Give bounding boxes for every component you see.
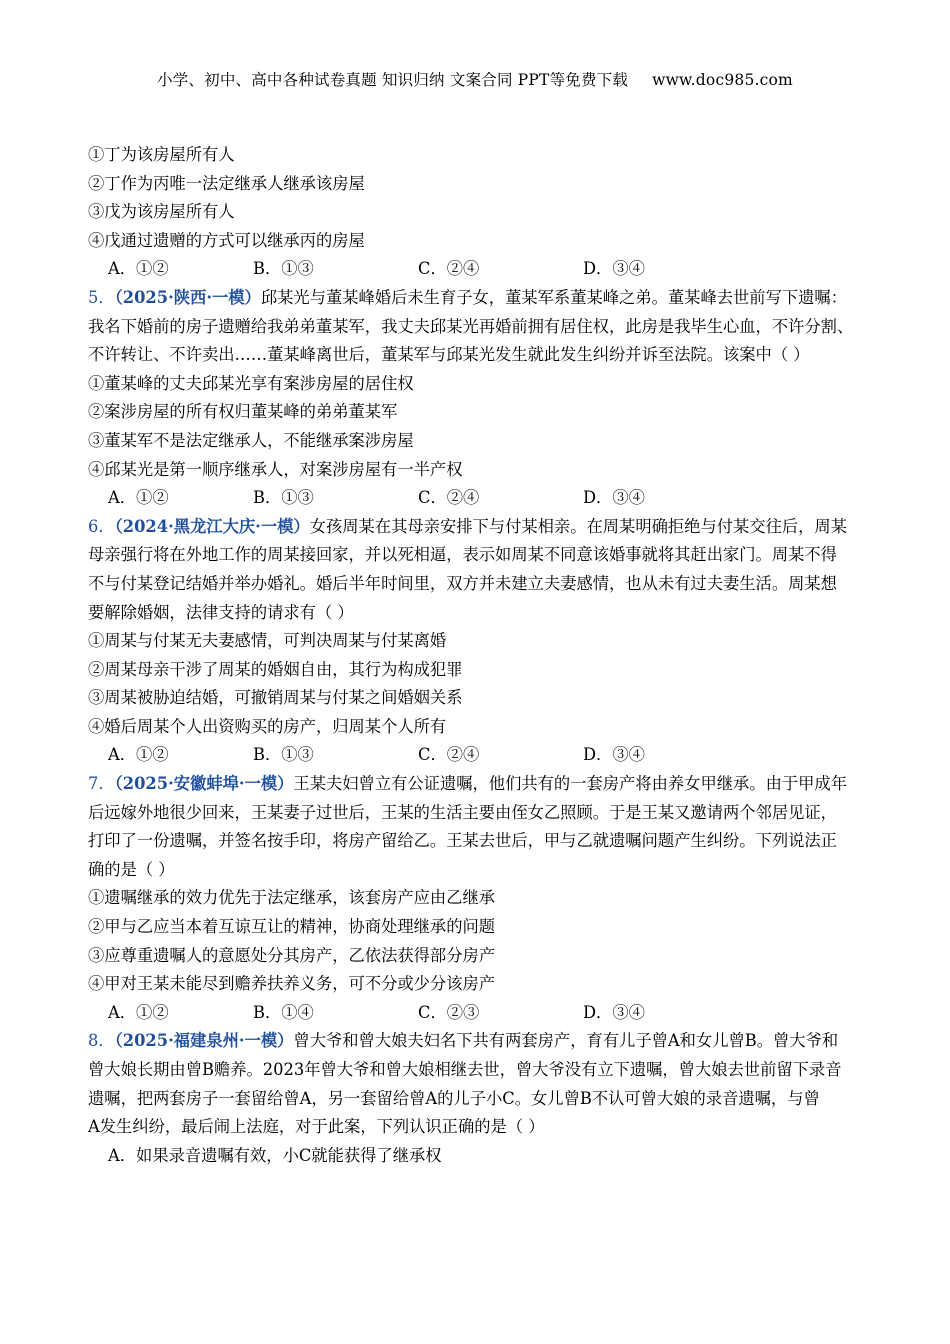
- q5-number: 5．: [88, 287, 115, 307]
- q7-number: 7．: [88, 774, 115, 794]
- q4-options: [88, 255, 868, 284]
- q7-stem-line-2: 后远嫁外地很少回来，王某妻子过世后，王某的生活主要由侄女乙照顾。于是王某又邀请两个邻居见证，: [88, 802, 837, 822]
- q6-option-d: D．③④: [583, 745, 645, 765]
- q6-number: 6．: [88, 516, 115, 536]
- q4-option-b: B．①③: [253, 259, 314, 279]
- q6-option-a: A．①②: [108, 745, 169, 765]
- q7-stem-line-3: 打印了一份遗嘱，并签名按手印，将房产留给乙。王某去世后，甲与乙就遗嘱问题产生纠纷。下列说法正: [88, 831, 837, 851]
- q5-stem-line-1: [88, 284, 868, 313]
- q7-option-a: A．①②: [108, 1002, 169, 1022]
- q6-options: [88, 741, 868, 770]
- q7-item-1: ①遗嘱继承的效力优先于法定继承，该套房产应由乙继承: [88, 888, 496, 908]
- q7-item-4: ④甲对王某未能尽到赡养扶养义务，可不分或少分该房产: [88, 974, 496, 994]
- q6-stem-line-4: 要解除婚姻，法律支持的请求有（ ）: [88, 602, 354, 622]
- q7-option-c: C．②③: [418, 1002, 480, 1022]
- q6-stem-line-1: [88, 513, 868, 542]
- q7-source: （2025·安徽蚌埠·一模）: [114, 774, 294, 794]
- q4-item-4: ④戊通过遗赠的方式可以继承丙的房屋: [88, 230, 365, 250]
- q7-stem-text-1: 王某夫妇曾立有公证遗嘱，他们共有的一套房产将由养女甲继承。由于甲成年: [293, 774, 847, 794]
- q4-item-3: ③戊为该房屋所有人: [88, 202, 235, 222]
- q5-item-3: ③董某军不是法定继承人，不能继承案涉房屋: [88, 430, 414, 450]
- q4-option-d: D．③④: [583, 259, 645, 279]
- q8-option-a: A．如果录音遗嘱有效，小C就能获得了继承权: [108, 1145, 442, 1165]
- q5-stem-line-2: 我名下婚前的房子遗赠给我弟弟董某军，我丈夫邱某光再婚前拥有居住权，此房是我毕生心血，不许分割、: [88, 316, 854, 336]
- q8-stem-line-1: [88, 1027, 868, 1056]
- q4-option-c: C．②④: [418, 259, 480, 279]
- q6-stem-line-3: 不与付某登记结婚并举办婚礼。婚后半年时间里，双方并未建立夫妻感情，也从未有过夫妻生活。周某想: [88, 573, 837, 593]
- q5-stem-line-3: 不许转让、不许卖出……董某峰离世后，董某军与邱某光发生就此发生纠纷并诉至法院。该案中（ ）: [88, 345, 810, 365]
- q7-option-b: B．①④: [253, 1002, 314, 1022]
- q5-option-d: D．③④: [583, 488, 645, 508]
- q6-stem-line-2: 母亲强行将在外地工作的周某接回家，并以死相逼，表示如周某不同意该婚事就将其赶出家门。周某不得: [88, 545, 837, 565]
- q6-item-1: ①周某与付某无夫妻感情，可判决周某与付某离婚: [88, 631, 447, 651]
- q7-item-2: ②甲与乙应当本着互谅互让的精神，协商处理继承的问题: [88, 917, 496, 937]
- q4-item-2: ②丁作为丙唯一法定继承人继承该房屋: [88, 173, 365, 193]
- q6-option-b: B．①③: [253, 745, 314, 765]
- question-content: [88, 141, 868, 1170]
- q6-source: （2024·黑龙江大庆·一模）: [114, 516, 310, 536]
- q7-stem-line-4: 确的是（ ）: [88, 859, 175, 879]
- header-text: 小学、初中、高中各种试卷真题 知识归纳 文案合同 PPT等免费下载: [157, 71, 629, 89]
- q5-option-c: C．②④: [418, 488, 480, 508]
- q4-option-a: A．①②: [108, 259, 169, 279]
- q8-stem-line-3: 遗嘱，把两套房子一套留给曾A，另一套留给曾A的儿子小C。女儿曾B不认可曾大娘的录音遗嘱，与曾: [88, 1088, 820, 1108]
- q7-options: [88, 999, 868, 1028]
- q7-stem-line-1: [88, 770, 868, 799]
- q8-stem-text-1: 曾大爷和曾大娘夫妇名下共有两套房产，育有儿子曾A和女儿曾B。曾大爷和: [293, 1031, 839, 1051]
- q8-stem-line-4: A发生纠纷，最后闹上法庭，对于此案，下列认识正确的是（ ）: [88, 1117, 545, 1137]
- q8-source: （2025·福建泉州·一模）: [114, 1031, 294, 1051]
- q6-item-2: ②周某母亲干涉了周某的婚姻自由，其行为构成犯罪: [88, 659, 463, 679]
- q8-stem-line-2: 曾大娘长期由曾B赡养。2023年曾大爷和曾大娘相继去世，曾大爷没有立下遗嘱，曾大娘去世前留下录音: [88, 1060, 842, 1079]
- q6-stem-text-1: 女孩周某在其母亲安排下与付某相亲。在周某明确拒绝与付某交往后，周某: [309, 516, 847, 536]
- q5-option-b: B．①③: [253, 488, 314, 508]
- q7-option-d: D．③④: [583, 1002, 645, 1022]
- q5-option-a: A．①②: [108, 488, 169, 508]
- q5-item-1: ①董某峰的丈夫邱某光享有案涉房屋的居住权: [88, 373, 414, 393]
- q8-number: 8．: [88, 1031, 115, 1051]
- q6-option-c: C．②④: [418, 745, 480, 765]
- q5-item-4: ④邱某光是第一顺序继承人，对案涉房屋有一半产权: [88, 459, 463, 479]
- q5-item-2: ②案涉房屋的所有权归董某峰的弟弟董某军: [88, 402, 398, 422]
- q4-item-1: ①丁为该房屋所有人: [88, 145, 235, 164]
- q5-source: （2025·陕西·一模）: [114, 287, 261, 307]
- q5-options: [88, 484, 868, 513]
- header-site-link[interactable]: www.doc985.com: [652, 71, 793, 89]
- q6-item-4: ④婚后周某个人出资购买的房产，归周某个人所有: [88, 716, 447, 736]
- q7-item-3: ③应尊重遗嘱人的意愿处分其房产，乙依法获得部分房产: [88, 945, 496, 965]
- page-header: [0, 68, 950, 90]
- q5-stem-text-1: 邱某光与董某峰婚后未生育子女，董某军系董某峰之弟。董某峰去世前写下遗嘱：: [260, 287, 847, 307]
- q6-item-3: ③周某被胁迫结婚，可撤销周某与付某之间婚姻关系: [88, 688, 463, 708]
